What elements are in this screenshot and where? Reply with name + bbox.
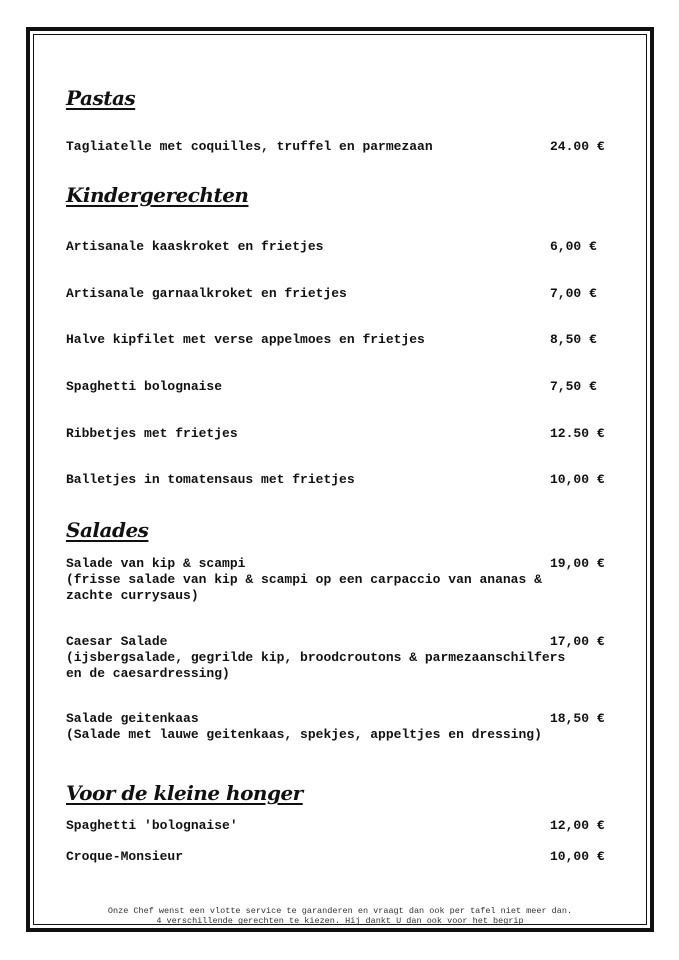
menu-item-price: 10,00 €	[550, 849, 605, 864]
section-title-kleine-honger: Voor de kleine honger	[66, 781, 303, 805]
section-title-salades: Salades	[66, 518, 149, 542]
menu-item-name: Artisanale kaaskroket en frietjes	[66, 239, 324, 254]
footer-line-1: Onze Chef wenst een vlotte service te garanderen en vraagt dan ook per tafel niet meer dan.	[107, 906, 573, 916]
menu-item-name: Caesar Salade	[66, 634, 168, 649]
section-title-pastas: Pastas	[66, 86, 136, 110]
menu-item-name: Spaghetti 'bolognaise'	[66, 818, 238, 833]
section-title-kindergerechten: Kindergerechten	[66, 183, 249, 207]
menu-item-name: Artisanale garnaalkroket en frietjes	[66, 286, 347, 301]
menu-item-name: Halve kipfilet met verse appelmoes en frietjes	[66, 332, 425, 347]
menu-item-name: Salade van kip & scampi	[66, 556, 246, 571]
menu-item-name: Tagliatelle met coquilles, truffel en parmezaan	[66, 139, 433, 154]
menu-item-description: (frisse salade van kip & scampi op een carpaccio van ananas & zachte currysaus)	[66, 572, 542, 603]
menu-item-price: 18,50 €	[550, 711, 605, 726]
menu-item-name: Spaghetti bolognaise	[66, 379, 223, 394]
menu-item-price: 17,00 €	[550, 634, 605, 649]
menu-item-price: 10,00 €	[550, 472, 605, 487]
footer-line-2: 4 verschillende gerechten te kiezen. Hij dankt U dan ook voor het begrip	[156, 916, 524, 924]
menu-item-price: 8,50 €	[550, 332, 597, 347]
menu-item-price: 12.50 €	[550, 426, 605, 441]
menu-item-name: Croque-Monsieur	[66, 849, 184, 864]
footer-note	[34, 906, 646, 924]
menu-item-name: Ribbetjes met frietjes	[66, 426, 238, 441]
menu-item-price: 7,50 €	[550, 379, 597, 394]
menu-item-name: Balletjes in tomatensaus met frietjes	[66, 472, 355, 487]
menu-item-price: 7,00 €	[550, 286, 597, 301]
menu-item-price: 19,00 €	[550, 556, 605, 571]
menu-item-description: (ijsbergsalade, gegrilde kip, broodcroutons & parmezaanschilfers en de caesardressing)	[66, 650, 566, 681]
menu-item-price: 24.00 €	[550, 139, 605, 154]
menu-item-name: Salade geitenkaas	[66, 711, 199, 726]
menu-item-price: 12,00 €	[550, 818, 605, 833]
menu-item-price: 6,00 €	[550, 239, 597, 254]
menu-item-description: (Salade met lauwe geitenkaas, spekjes, appeltjes en dressing)	[66, 727, 542, 742]
